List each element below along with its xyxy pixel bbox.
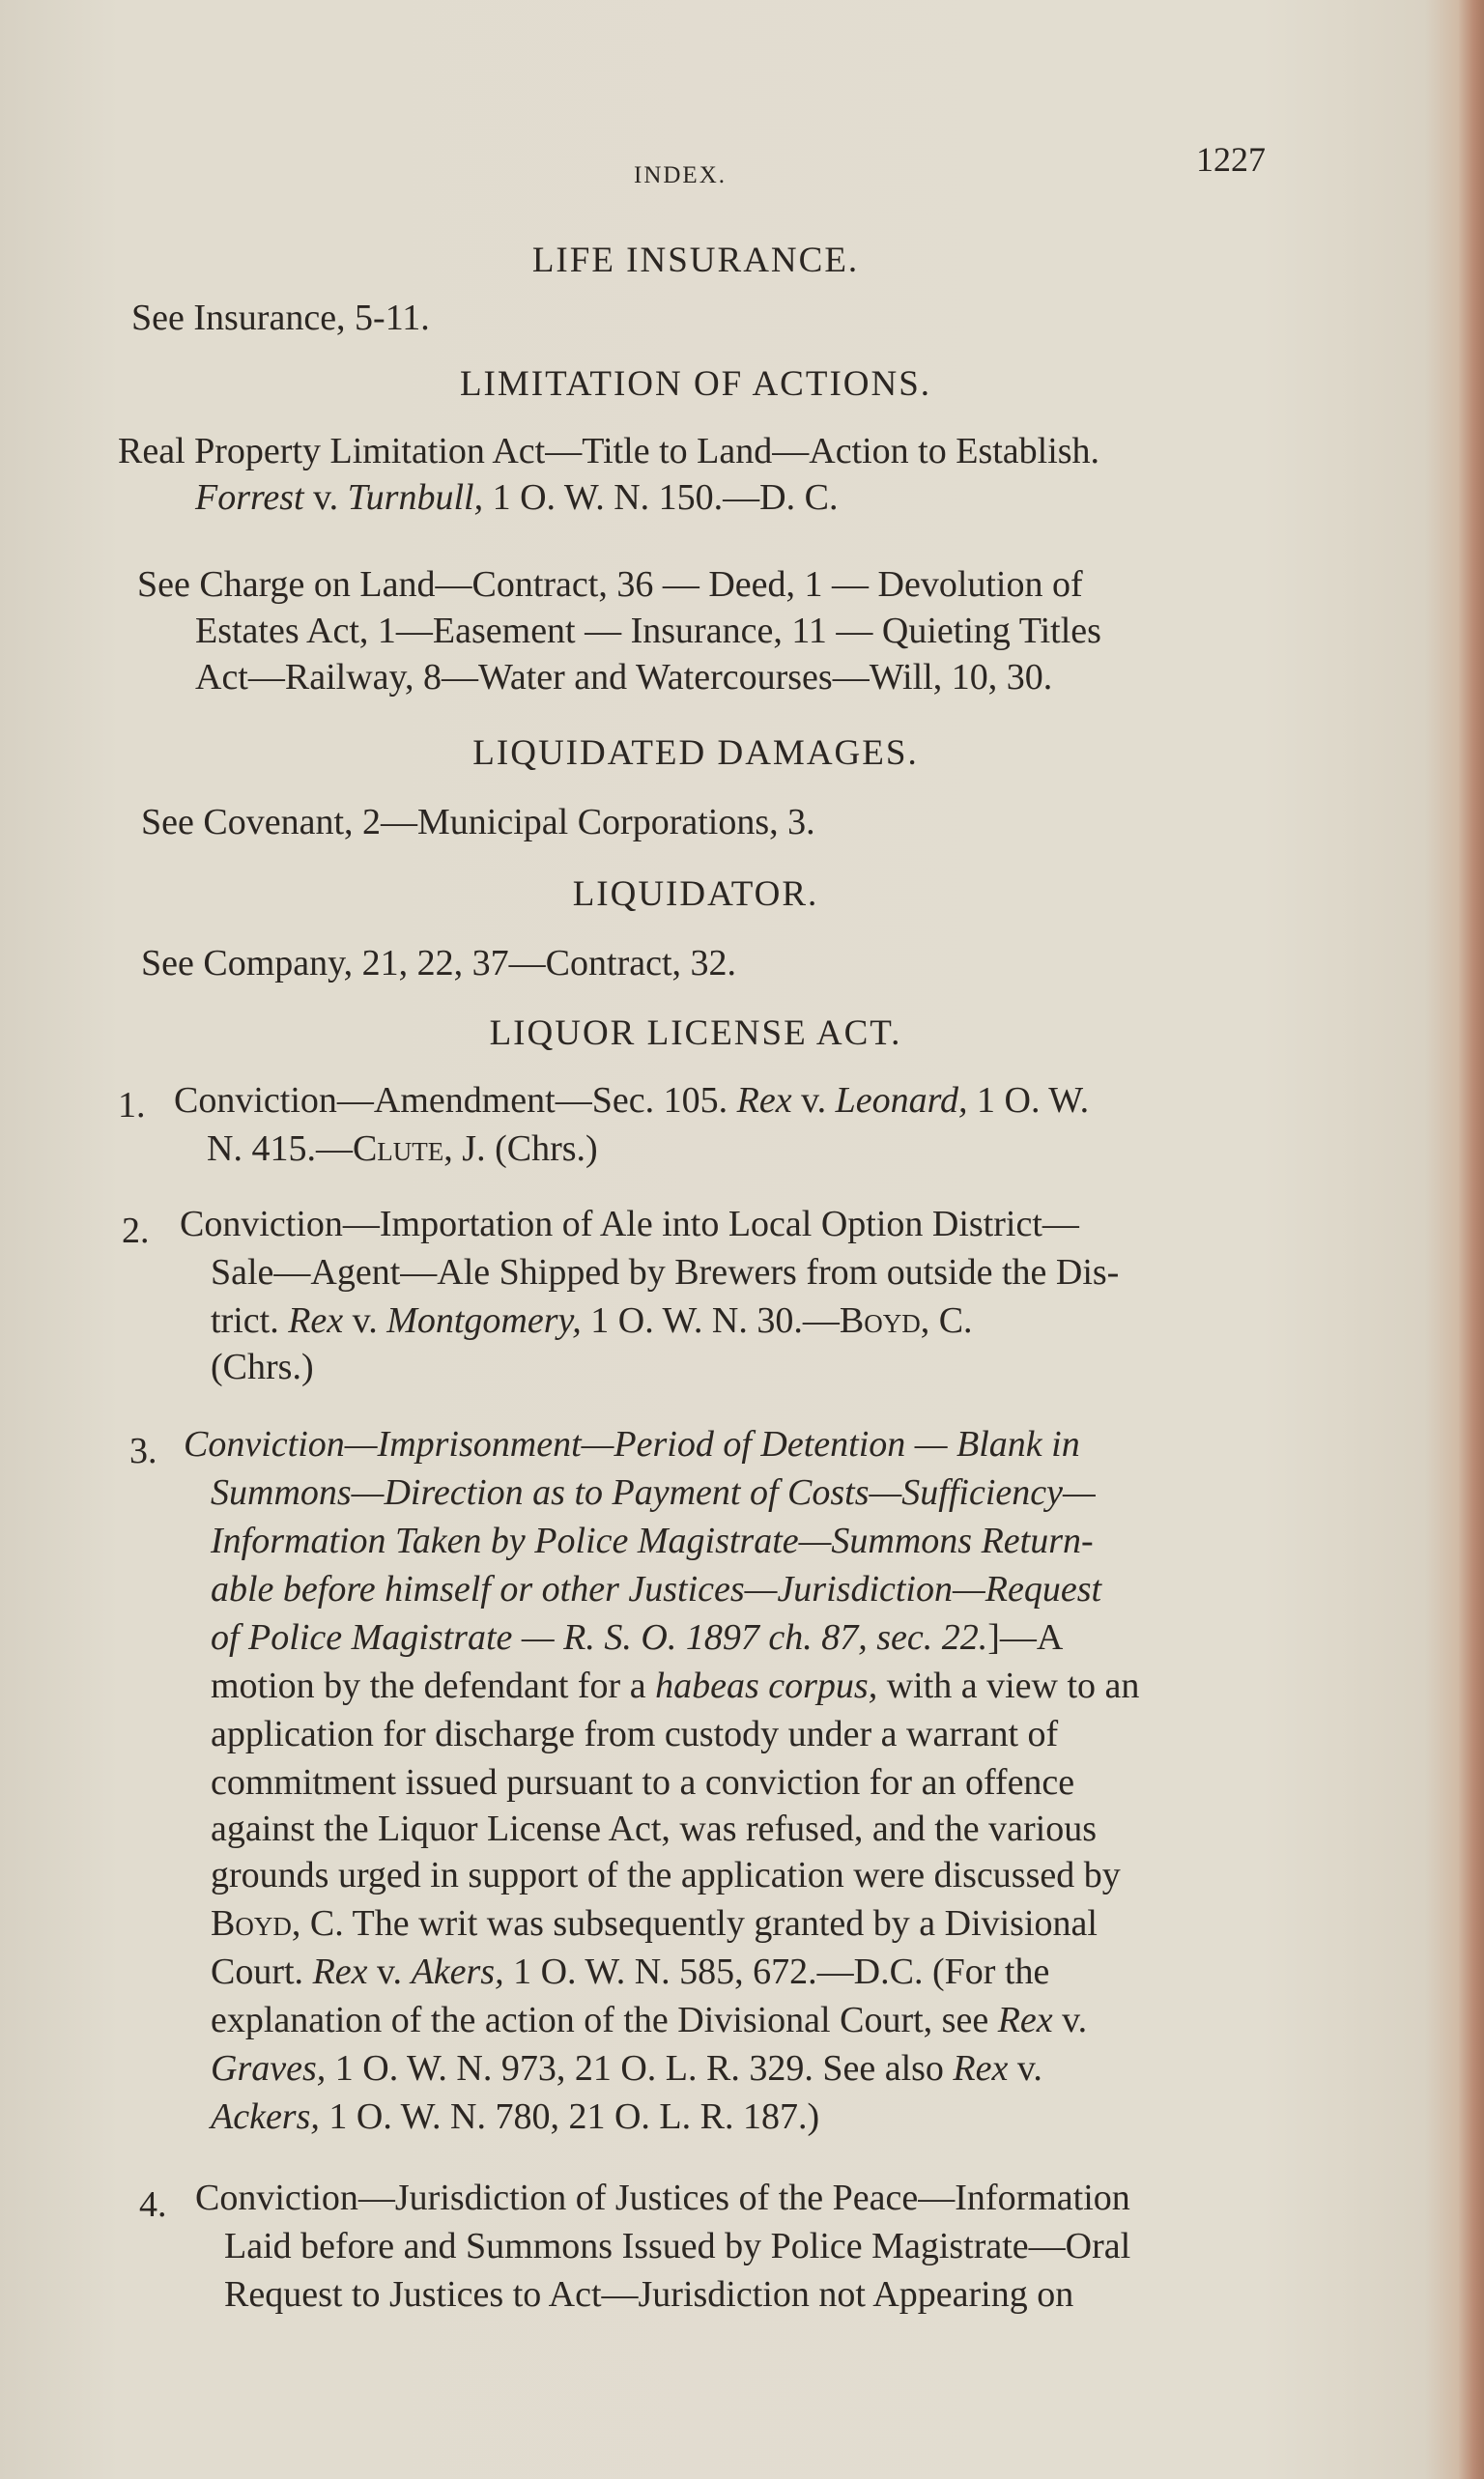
- entry-text: Conviction—Amendment—Sec. 105.: [174, 1080, 737, 1121]
- case-name: Rex: [953, 2048, 1009, 2089]
- case-name: Graves,: [211, 2048, 327, 2089]
- entry-line: Conviction—Importation of Ale into Local Option District—: [180, 1204, 1079, 1244]
- entry-number: 4.: [139, 2184, 167, 2225]
- citation: 1 O. W. N. 30.—: [581, 1300, 840, 1341]
- case-name: Forrest: [195, 477, 304, 518]
- case-name: Rex: [288, 1300, 344, 1341]
- see-reference: See Company, 21, 22, 37—Contract, 32.: [141, 943, 737, 983]
- citation: 1 O. W. N. 585, 672.—D.C. (For the: [503, 1952, 1050, 1992]
- case-name: Leonard,: [835, 1080, 968, 1121]
- case-name: Rex: [736, 1080, 792, 1121]
- entry-line: [211, 1948, 1049, 1996]
- entry-line: [211, 1899, 1098, 1948]
- versus: v.: [343, 1300, 387, 1341]
- entry-line: Laid before and Summons Issued by Police Magistrate—Oral: [224, 2226, 1131, 2266]
- see-reference: Act—Railway, 8—Water and Watercourses—Will, 10, 30.: [195, 657, 1053, 698]
- case-name: Montgomery,: [386, 1300, 582, 1341]
- entry-line: [211, 1296, 973, 1345]
- versus: v.: [303, 477, 348, 518]
- entry-line: able before himself or other Justices—Jurisdiction—Request: [211, 1569, 1102, 1610]
- entry-number: 2.: [122, 1211, 150, 1251]
- entry-text: , C. The writ was subsequently granted by a Divisional: [291, 1903, 1098, 1944]
- entry-line: Real Property Limitation Act—Title to Land—Action to Establish.: [118, 431, 1100, 471]
- versus: v.: [1008, 2048, 1042, 2089]
- entry-number: 3.: [129, 1431, 157, 1471]
- entry-line: against the Liquor License Act, was refused, and the various: [211, 1809, 1097, 1849]
- heading-life-insurance: LIFE INSURANCE.: [531, 241, 860, 280]
- entry-text: motion by the defendant for a: [211, 1666, 656, 1706]
- see-reference: See Charge on Land—Contract, 36 — Deed, 1 — Devolution of: [137, 564, 1083, 605]
- heading-limitation-of-actions: LIMITATION OF ACTIONS.: [459, 364, 932, 404]
- heading-liquidated-damages: LIQUIDATED DAMAGES.: [472, 733, 919, 773]
- versus: v.: [1052, 2000, 1088, 2040]
- citation: 1 O. W. N. 150.—D. C.: [483, 477, 839, 518]
- page-edge: [1459, 0, 1484, 2479]
- versus: v.: [367, 1952, 412, 1992]
- case-name: Rex: [312, 1952, 368, 1992]
- entry-line: commitment issued pursuant to a conviction for an offence: [211, 1762, 1075, 1803]
- statute-reference: of Police Magistrate — R. S. O. 1897 ch. 87, sec. 22.: [211, 1617, 988, 1658]
- entry-text: with a view to an: [877, 1666, 1140, 1706]
- see-reference: Estates Act, 1—Easement — Insurance, 11 — Quieting Titles: [195, 611, 1101, 651]
- case-name: Ackers,: [211, 2096, 320, 2137]
- citation: 1 O. W.: [967, 1080, 1090, 1121]
- citation: 1 O. W. N. 780, 21 O. L. R. 187.): [319, 2096, 820, 2137]
- entry-line: [211, 2044, 1042, 2093]
- citation: 1 O. W. N. 973, 21 O. L. R. 329. See also: [326, 2048, 954, 2089]
- case-name: Turnbull,: [347, 477, 484, 518]
- case-name: Rex: [997, 2000, 1053, 2040]
- entry-line: Conviction—Jurisdiction of Justices of the Peace—Information: [195, 2178, 1130, 2218]
- running-title: INDEX.: [634, 162, 728, 188]
- citation: , J. (Chrs.): [443, 1128, 598, 1169]
- entry-line: Conviction—Imprisonment—Period of Detention — Blank in: [184, 1424, 1080, 1465]
- entry-line: [174, 1076, 1089, 1125]
- entry-line: Summons—Direction as to Payment of Costs—Sufficiency—: [211, 1472, 1096, 1513]
- citation: , C.: [920, 1300, 973, 1341]
- case-citation: [195, 473, 838, 522]
- entry-text: ]—A: [987, 1617, 1064, 1658]
- entry-number: 1.: [118, 1085, 146, 1126]
- entry-line: [211, 1613, 1063, 1662]
- entry-line: Request to Justices to Act—Jurisdiction not Appearing on: [224, 2274, 1074, 2315]
- judge-name: Clute: [352, 1128, 444, 1169]
- see-reference: See Covenant, 2—Municipal Corporations, 3.: [141, 802, 815, 842]
- case-name: Akers,: [411, 1952, 504, 1992]
- entry-text: trict.: [211, 1300, 289, 1341]
- entry-line: Sale—Agent—Ale Shipped by Brewers from outside the Dis-: [211, 1252, 1120, 1293]
- page-number: 1227: [1196, 140, 1266, 179]
- entry-line: (Chrs.): [211, 1347, 314, 1387]
- heading-liquidator: LIQUIDATOR.: [572, 874, 819, 914]
- entry-line: Information Taken by Police Magistrate—Summons Return-: [211, 1521, 1094, 1561]
- citation: N. 415.—: [207, 1128, 353, 1169]
- entry-line: application for discharge from custody under a warrant of: [211, 1714, 1059, 1754]
- judge-name: Boyd: [839, 1300, 921, 1341]
- entry-line: [207, 1125, 598, 1173]
- entry-line: [211, 1662, 1139, 1710]
- entry-text: Court.: [211, 1952, 313, 1992]
- versus: v.: [791, 1080, 836, 1121]
- see-reference: See Insurance, 5-11.: [131, 298, 430, 338]
- entry-line: [211, 1996, 1087, 2044]
- entry-text: explanation of the action of the Divisional Court, see: [211, 2000, 998, 2040]
- entry-line: [211, 2093, 819, 2141]
- heading-liquor-license-act: LIQUOR LICENSE ACT.: [489, 1013, 902, 1053]
- entry-line: grounds urged in support of the application were discussed by: [211, 1855, 1121, 1895]
- latin-term: habeas corpus,: [655, 1666, 878, 1706]
- judge-name: Boyd: [211, 1903, 292, 1944]
